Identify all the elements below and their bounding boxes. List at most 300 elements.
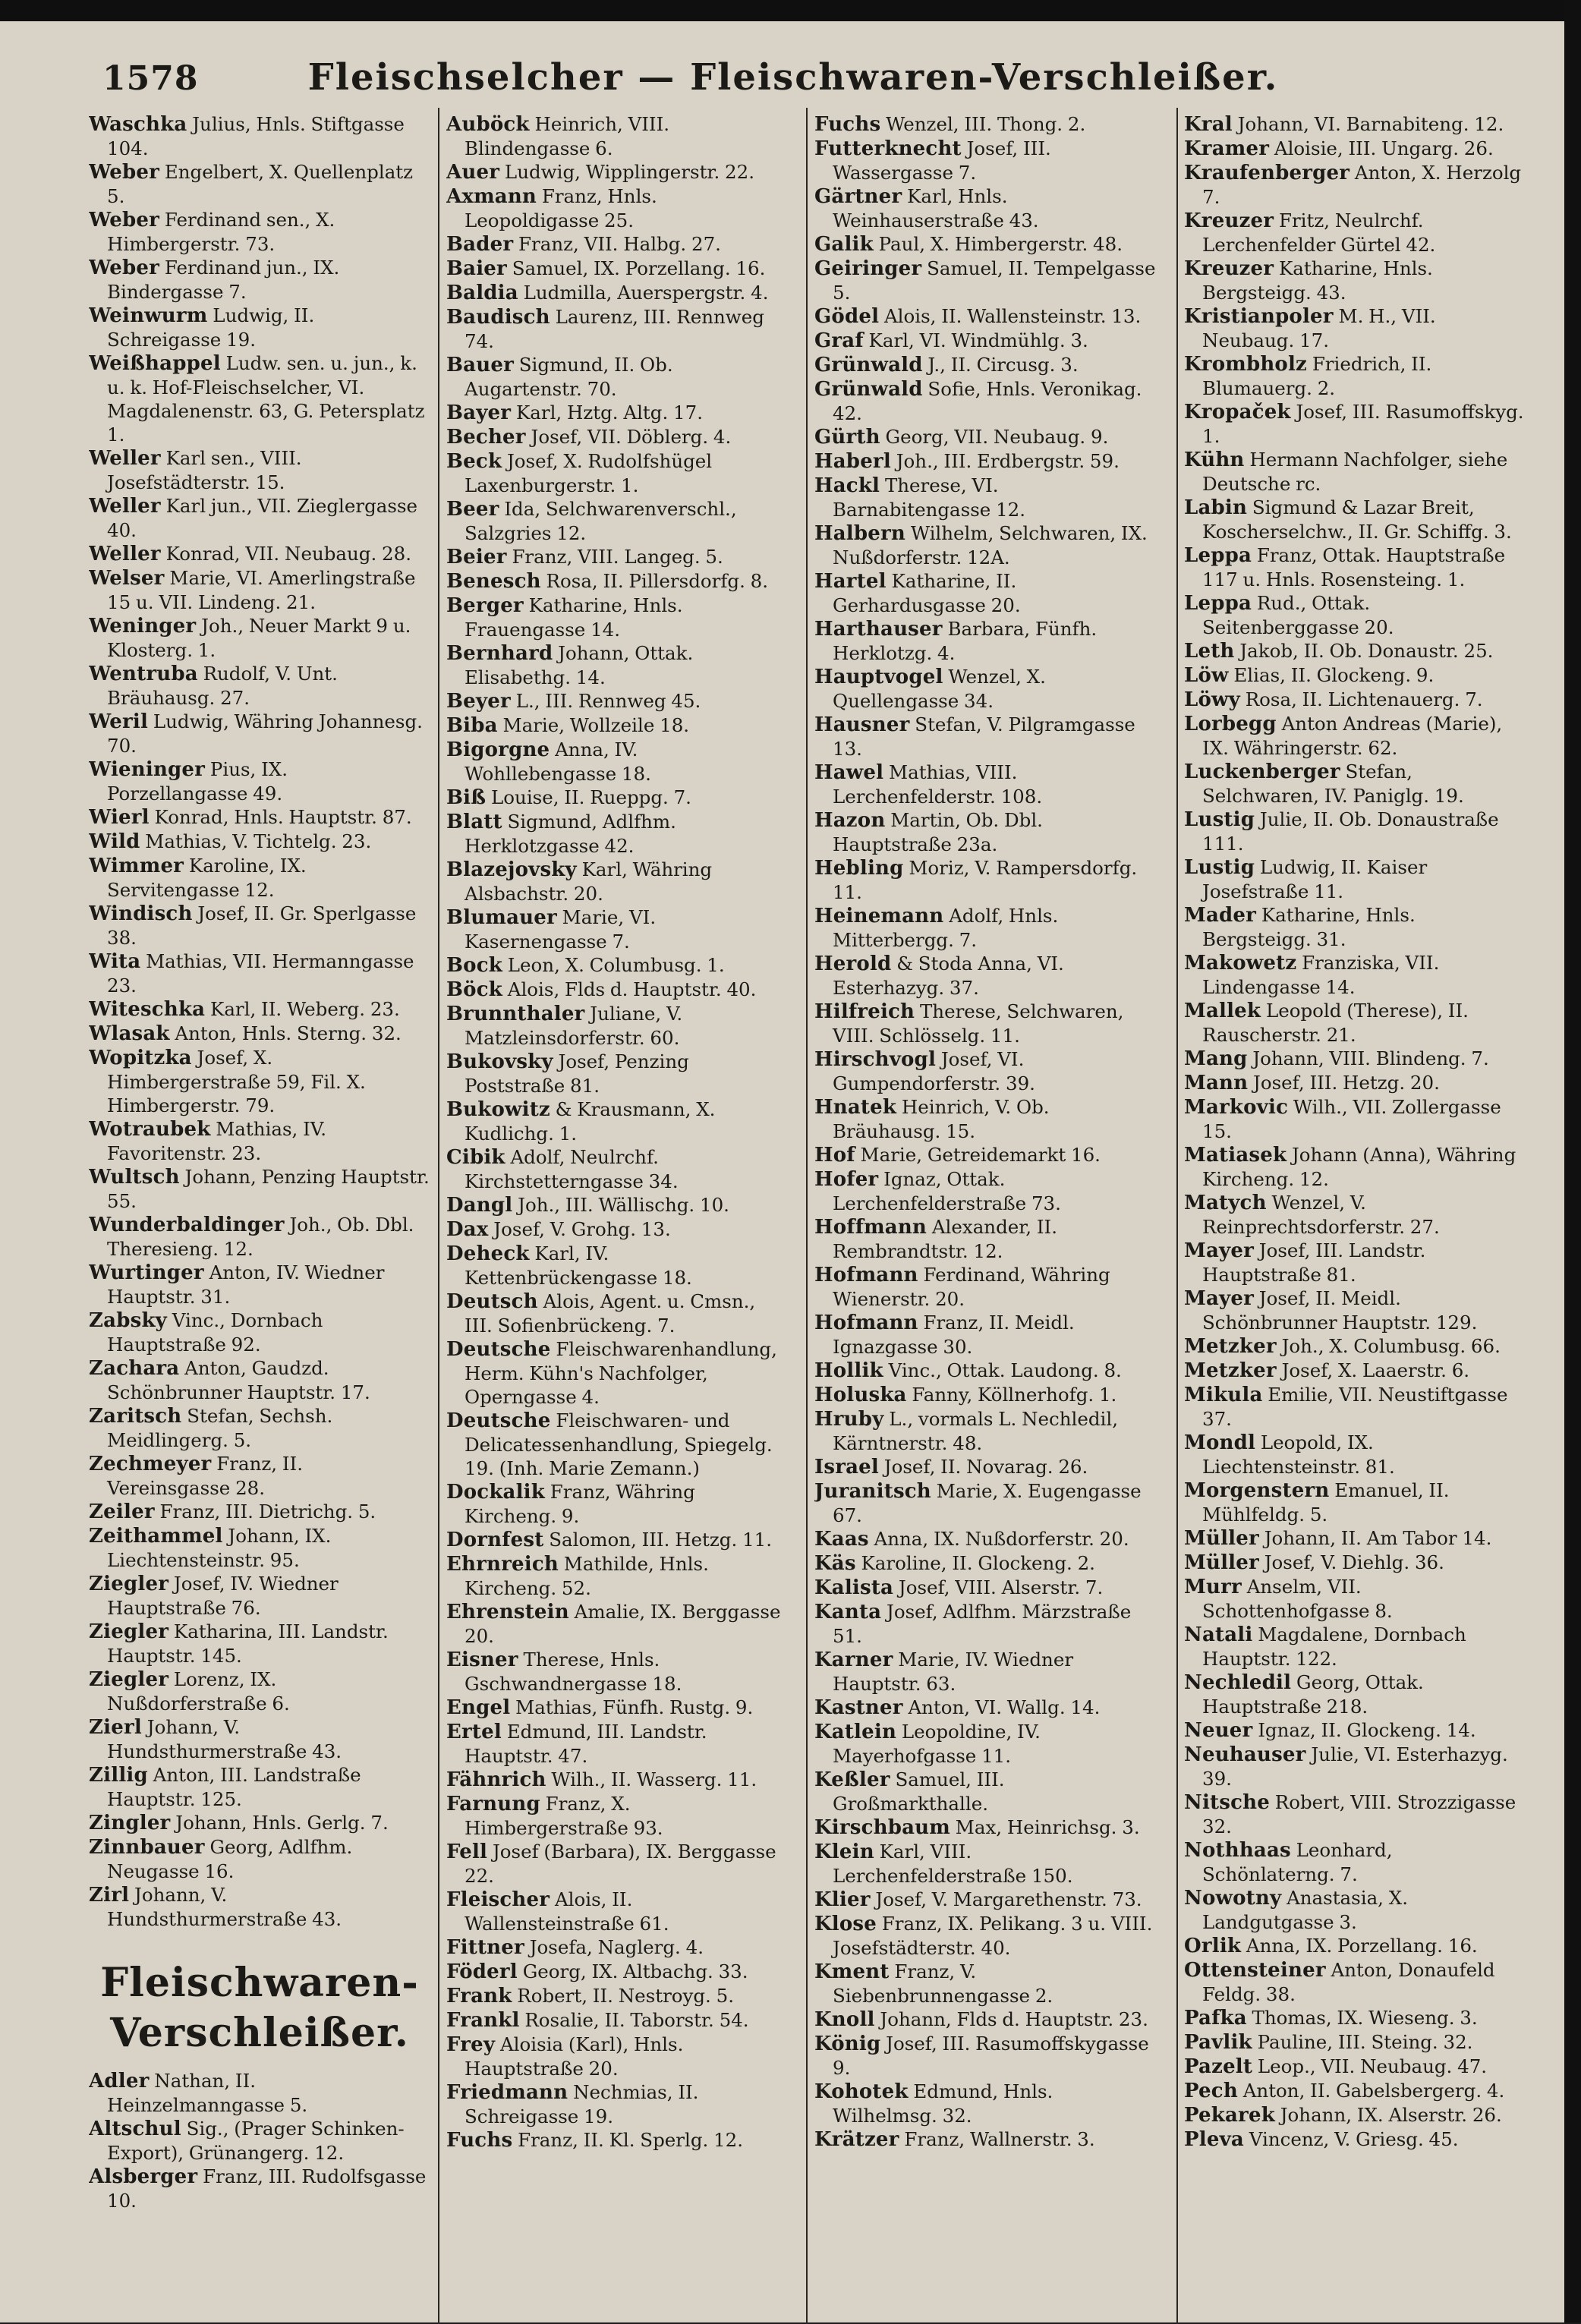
directory-entry (814, 904, 1156, 952)
directory-entry (814, 1527, 1156, 1551)
entry-name: Engel (446, 1696, 511, 1719)
directory-column-2 (446, 112, 788, 2313)
directory-entry (446, 1552, 788, 1600)
directory-entry (89, 1883, 430, 1931)
entry-name: Zingler (89, 1812, 171, 1834)
directory-entry (89, 542, 430, 566)
entry-name: Alsberger (89, 2165, 198, 2188)
entry-details: Katharina, III. Landstr. Hauptstr. 145. (107, 1620, 389, 1667)
entry-name: Bernhard (446, 642, 553, 665)
entry-name: Deutsche (446, 1338, 551, 1361)
entry-details: Anastasia, X. Landgutgasse 3. (1202, 1887, 1408, 1933)
entry-name: Weber (89, 257, 160, 279)
entry-details: Leonhard, Schönlaterng. 7. (1202, 1839, 1393, 1885)
entry-details: Emilie, VII. Neustiftgasse 37. (1202, 1384, 1508, 1430)
entry-name: Orlik (1184, 1935, 1242, 1957)
entry-name: Morgenstern (1184, 1479, 1330, 1502)
entry-name: Böck (446, 978, 502, 1001)
entry-name: Blazejovsky (446, 858, 577, 881)
entry-details: Josef, X. Himbergerstraße 59, Fil. X. Himbergerstr. 79. (107, 1047, 366, 1116)
directory-entry (814, 617, 1156, 665)
entry-name: Axmann (446, 185, 537, 208)
entry-details: Anton, Gaudzd. Schönbrunner Hauptstr. 17. (107, 1357, 370, 1403)
entry-details: Franz, VII. Halbg. 27. (518, 233, 721, 255)
entry-name: Fuchs (446, 2129, 513, 2152)
entry-details: Edmund, Hnls. Wilhelmsg. 32. (833, 2080, 1053, 2127)
directory-entry (814, 521, 1156, 569)
entry-name: Pavlik (1184, 2031, 1252, 2054)
entry-details: Karl, Hnls. Weinhauserstraße 43. (833, 185, 1039, 231)
entry-details: Nechmias, II. Schreigasse 19. (465, 2081, 699, 2127)
directory-entry (1184, 112, 1526, 137)
entry-name: Makowetz (1184, 952, 1297, 975)
directory-entry (1184, 1334, 1526, 1359)
entry-name: Ehrnreich (446, 1553, 559, 1576)
directory-entry (446, 1217, 788, 1242)
entry-details: Rudolf, V. Unt. Bräuhausg. 27. (107, 663, 338, 709)
page-header (102, 53, 1545, 108)
entry-name: Weril (89, 710, 149, 733)
entry-details: Lorenz, IX. Nußdorferstraße 6. (107, 1668, 290, 1715)
entry-name: Wimmer (89, 855, 184, 877)
entry-details: Anton, Hnls. Sterng. 32. (175, 1022, 402, 1044)
directory-entry (1184, 1071, 1526, 1095)
directory-entry (89, 112, 430, 160)
entry-name: Hebling (814, 857, 904, 880)
directory-entry (446, 1337, 788, 1409)
entry-details: Karl, IV. Kettenbrückengasse 18. (465, 1242, 692, 1289)
directory-entry (89, 1404, 430, 1452)
entry-name: Adler (89, 2070, 150, 2093)
directory-entry (446, 641, 788, 689)
entry-name: Löwy (1184, 688, 1240, 711)
entry-name: Krätzer (814, 2128, 899, 2151)
directory-entry (446, 1840, 788, 1888)
directory-entry (89, 1261, 430, 1308)
entry-name: Harthauser (814, 618, 943, 641)
directory-entry (446, 1242, 788, 1290)
entry-name: Neuhauser (1184, 1743, 1306, 1766)
entry-details: Josef, VIII. Alserstr. 7. (898, 1576, 1104, 1598)
directory-entry (446, 1050, 788, 1097)
directory-entry (446, 401, 788, 425)
entry-details: Alois, Flds d. Hauptstr. 40. (507, 978, 757, 1000)
entry-name: Lustig (1184, 808, 1255, 831)
entry-name: Galik (814, 233, 874, 256)
directory-entry (814, 1000, 1156, 1047)
entry-name: Hackl (814, 474, 880, 497)
entry-name: Kirschbaum (814, 1816, 950, 1839)
entry-name: Kropaček (1184, 401, 1291, 424)
directory-entry (814, 1840, 1156, 1888)
entry-name: Pafka (1184, 2007, 1247, 2030)
entry-name: Kalista (814, 1576, 894, 1599)
directory-entry (1184, 639, 1526, 663)
entry-details: Josef, Adlfhm. Märzstraße 51. (833, 1601, 1132, 1647)
directory-entry (814, 1407, 1156, 1455)
directory-entry (446, 1960, 788, 1984)
directory-entry (1184, 352, 1526, 400)
entry-name: Baudisch (446, 306, 550, 329)
directory-entry (446, 232, 788, 257)
entry-name: Keßler (814, 1768, 890, 1791)
entry-name: Baldia (446, 282, 518, 304)
entry-details: Josef, V. Grohg. 13. (493, 1218, 671, 1240)
entry-details: Laurenz, III. Rennweg 74. (465, 306, 764, 352)
directory-entry (1184, 257, 1526, 304)
entry-name: Mikula (1184, 1384, 1263, 1406)
directory-entry (814, 1215, 1156, 1263)
entry-name: Eisner (446, 1649, 518, 1671)
entry-name: Ottensteiner (1184, 1959, 1326, 1982)
entry-name: Auer (446, 161, 500, 184)
entry-name: Leth (1184, 640, 1235, 663)
entry-name: Wultsch (89, 1166, 180, 1189)
entry-details: & Stoda Anna, VI. Esterhazyg. 37. (833, 953, 1064, 999)
directory-entry (814, 1576, 1156, 1600)
entry-details: Hermann Nachfolger, siehe Deutsche rc. (1202, 449, 1508, 495)
directory-entry (814, 1143, 1156, 1167)
directory-entry (89, 566, 430, 614)
directory-entry (446, 1528, 788, 1552)
entry-details: Magdalene, Dornbach Hauptstr. 122. (1202, 1623, 1466, 1670)
directory-entry (446, 160, 788, 184)
entry-details: Rud., Ottak. Seitenberggasse 20. (1202, 592, 1394, 638)
entry-name: Mader (1184, 904, 1257, 927)
directory-entry (814, 1311, 1156, 1359)
entry-name: Murr (1184, 1576, 1242, 1598)
entry-details: Robert, VIII. Strozzigasse 32. (1202, 1791, 1516, 1837)
entry-name: Beck (446, 450, 502, 473)
entry-details: Therese, Hnls. Gschwandnergasse 18. (465, 1649, 682, 1695)
entry-details: Adolf, Hnls. Mitterbergg. 7. (833, 905, 1059, 951)
entry-details: Louise, II. Rueppg. 7. (491, 786, 691, 808)
entry-name: Fittner (446, 1936, 524, 1959)
directory-entry (446, 425, 788, 449)
entry-details: M. H., VII. Neubaug. 17. (1202, 305, 1436, 351)
entry-name: Gärtner (814, 185, 902, 208)
directory-entry (1184, 543, 1526, 591)
entry-name: Wurtinger (89, 1261, 204, 1284)
directory-entry (814, 1167, 1156, 1215)
entry-details: Therese, Selchwaren, VIII. Schlösselg. 11. (833, 1000, 1124, 1047)
directory-entry (814, 665, 1156, 713)
entry-name: Wotraubek (89, 1118, 211, 1141)
entry-details: Ludwig, Wipplingerstr. 22. (504, 161, 754, 183)
directory-entry (89, 949, 430, 997)
entry-name: Hruby (814, 1408, 884, 1431)
entry-details: Julie, II. Ob. Donaustraße 111. (1202, 808, 1499, 855)
directory-entry (1184, 1743, 1526, 1790)
entry-details: Alois, II. Wallensteinstraße 61. (465, 1888, 669, 1935)
entry-name: Kraufenberger (1184, 162, 1350, 184)
directory-entry (446, 810, 788, 858)
directory-entry (1184, 1143, 1526, 1191)
entry-name: Neuer (1184, 1719, 1253, 1742)
entry-details: Marie, VI. Amerlingstraße 15 u. VII. Lindeng. 21. (107, 567, 416, 613)
directory-entry (814, 1359, 1156, 1383)
directory-entry (1184, 2079, 1526, 2103)
directory-entry (446, 1984, 788, 2008)
entry-name: Mayer (1184, 1239, 1254, 1262)
entry-name: Mondl (1184, 1431, 1256, 1454)
entry-details: Katharine, Hnls. Frauengasse 14. (465, 594, 683, 641)
directory-entry (446, 184, 788, 232)
directory-entry (1184, 1239, 1526, 1286)
entry-name: Gürth (814, 426, 880, 449)
entry-details: Karl, Hztg. Altg. 17. (515, 402, 703, 424)
entry-details: Fritz, Neulrchf. Lerchenfelder Gürtel 42. (1202, 209, 1436, 256)
entry-details: Samuel, IX. Porzellang. 16. (512, 257, 766, 279)
entry-details: Josef (Barbara), IX. Berggasse 22. (465, 1841, 776, 1887)
entry-name: Weinwurm (89, 304, 208, 327)
entry-name: Dockalik (446, 1481, 545, 1504)
entry-details: Julius, Hnls. Stiftgasse 104. (107, 113, 405, 159)
entry-details: L., vormals L. Nechledil, Kärntnerstr. 48. (833, 1408, 1118, 1454)
entry-details: Fleischwaren- und Delicatessenhandlung, Spiegelg. 19. (Inh. Marie Zemann.) (465, 1409, 773, 1479)
entry-name: Weber (89, 161, 160, 184)
entry-details: Ludw. sen. u. jun., k. u. k. Hof-Fleischselcher, VI. Magdalenenstr. 63, G. Petersplatz 1. (107, 352, 425, 446)
directory-entry (446, 689, 788, 713)
entry-name: Weller (89, 543, 161, 565)
entry-name: Holuska (814, 1384, 907, 1406)
entry-name: Matych (1184, 1192, 1267, 1214)
entry-name: Halbern (814, 522, 906, 545)
directory-entry (1184, 1718, 1526, 1743)
directory-entry (89, 757, 430, 805)
entry-name: Ziegler (89, 1573, 169, 1595)
entry-name: Pekarek (1184, 2104, 1275, 2127)
entry-details: Anna, IX. Nußdorferstr. 20. (874, 1528, 1129, 1550)
entry-details: Anton, X. Herzolg 7. (1202, 162, 1522, 208)
entry-details: Ludwig, II. Kaiser Josefstraße 11. (1202, 856, 1428, 902)
entry-details: Leopold (Therese), II. Rauscherstr. 21. (1202, 1000, 1469, 1046)
directory-entry (1184, 903, 1526, 951)
entry-name: Hnatek (814, 1096, 897, 1119)
entry-name: Fell (446, 1841, 488, 1863)
entry-name: Zinnbauer (89, 1836, 205, 1859)
entry-name: Blatt (446, 811, 502, 833)
directory-entry (814, 1479, 1156, 1527)
entry-details: Johann, Flds d. Hauptstr. 23. (880, 2008, 1148, 2030)
entry-name: Pazelt (1184, 2055, 1253, 2078)
entry-details: Josef, VII. Döblerg. 4. (531, 426, 732, 448)
directory-entry (814, 1696, 1156, 1720)
entry-name: Kreuzer (1184, 257, 1274, 280)
entry-details: Anton, IV. Wiedner Hauptstr. 31. (107, 1261, 385, 1308)
directory-entry (446, 2128, 788, 2152)
directory-entry (446, 281, 788, 305)
directory-entry (1184, 2006, 1526, 2030)
entry-name: Nitsche (1184, 1791, 1270, 1814)
directory-entry (446, 497, 788, 545)
directory-entry (89, 1500, 430, 1524)
entry-details: Anna, IV. Wohllebengasse 18. (465, 738, 651, 785)
entry-details: Josef, III. Rasumoffskygasse 9. (833, 2033, 1149, 2079)
entry-name: Wentruba (89, 663, 198, 685)
entry-details: Joh., X. Columbusg. 66. (1281, 1335, 1501, 1357)
entry-name: Müller (1184, 1527, 1259, 1550)
directory-entry (1184, 1623, 1526, 1671)
entry-details: Engelbert, X. Quellenplatz 5. (107, 161, 414, 207)
entry-details: Leop., VII. Neubaug. 47. (1257, 2055, 1488, 2077)
directory-entry (814, 2127, 1156, 2152)
directory-entry (89, 256, 430, 304)
directory-entry (1184, 855, 1526, 903)
directory-entry (89, 1117, 430, 1165)
entry-name: Mang (1184, 1047, 1248, 1070)
directory-entry (814, 304, 1156, 329)
entry-name: Leppa (1184, 544, 1252, 567)
entry-name: Kral (1184, 113, 1233, 136)
entry-details: Pauline, III. Steing. 32. (1257, 2031, 1473, 2053)
entry-details: Katharine, Hnls. Bergsteigg. 31. (1202, 904, 1416, 950)
entry-name: Bayer (446, 402, 512, 424)
directory-entry (89, 805, 430, 830)
entry-details: Sigmund, Adlfhm. Herklotzgasse 42. (465, 811, 676, 857)
directory-entry (814, 377, 1156, 425)
entry-details: Karoline, IX. Servitengasse 12. (107, 855, 307, 901)
directory-entry (446, 1935, 788, 1960)
scan-border-top (0, 0, 1581, 21)
entry-name: Bock (446, 954, 502, 977)
entry-name: Leppa (1184, 592, 1252, 615)
directory-entry (89, 1046, 430, 1117)
section-heading: Fleischwaren-Verschleißer. (100, 1960, 419, 2056)
entry-details: Fanny, Köllnerhofg. 1. (912, 1384, 1117, 1406)
entry-name: Nechledil (1184, 1671, 1292, 1694)
directory-entry (814, 1768, 1156, 1815)
entry-name: Welser (89, 567, 165, 590)
entry-details: Karoline, II. Glockeng. 2. (861, 1552, 1095, 1574)
entry-details: Anton Andreas (Marie), IX. Währingerstr. 62. (1202, 713, 1503, 759)
entry-details: Samuel, II. Tempelgasse 5. (833, 257, 1156, 304)
entry-name: Frey (446, 2033, 496, 2056)
directory-entry (89, 662, 430, 710)
entry-details: Stefan, Sechsh. Meidlingerg. 5. (107, 1405, 333, 1451)
entry-details: Karl, II. Weberg. 23. (210, 998, 400, 1020)
entry-name: Hofmann (814, 1264, 918, 1286)
directory-entry (814, 2008, 1156, 2032)
entry-details: Vinc., Dornbach Hauptstraße 92. (107, 1309, 323, 1356)
entry-name: Klose (814, 1913, 877, 1935)
directory-entry (446, 858, 788, 905)
entry-name: Waschka (89, 113, 187, 136)
entry-details: Josef, X. Laaerstr. 6. (1281, 1359, 1470, 1381)
directory-entry (1184, 496, 1526, 543)
directory-entry (1184, 760, 1526, 808)
entry-details: Josef, V. Diehlg. 36. (1264, 1551, 1444, 1573)
entry-details: Franz, IX. Pelikang. 3 u. VIII. Josefstädterstr. 40. (833, 1913, 1153, 1959)
entry-name: Dangl (446, 1194, 513, 1217)
directory-entry (89, 1356, 430, 1404)
column-rule (806, 108, 808, 2324)
entry-details: Wenzel, V. Reinprechtsdorferstr. 27. (1202, 1192, 1440, 1238)
directory-entry (89, 494, 430, 542)
directory-entry (446, 1768, 788, 1792)
entry-name: Friedmann (446, 2081, 568, 2104)
entry-name: Deutsche (446, 1409, 551, 1432)
directory-entry (1184, 161, 1526, 209)
directory-column-4 (1184, 112, 1526, 2313)
directory-entry (1184, 1551, 1526, 1575)
directory-entry (446, 112, 788, 160)
directory-entry (89, 1452, 430, 1500)
directory-entry (446, 1696, 788, 1720)
entry-details: Rosa, II. Lichtenauerg. 7. (1245, 688, 1483, 710)
entry-details: Juliane, V. Matzleinsdorferstr. 60. (465, 1003, 683, 1049)
entry-name: Beier (446, 546, 507, 568)
entry-details: Anton, Donaufeld Feldg. 38. (1202, 1959, 1495, 2005)
entry-name: Deheck (446, 1242, 530, 1265)
directory-entry (814, 2032, 1156, 2080)
directory-entry (446, 1002, 788, 1050)
entry-details: Ida, Selchwarenverschl., Salzgries 12. (465, 498, 737, 544)
entry-details: Therese, VI. Barnabitengasse 12. (833, 474, 1026, 521)
entry-details: Sigmund & Lazar Breit, Koscherselchw., II. Gr. Schiffg. 3. (1202, 496, 1512, 543)
entry-details: Edmund, III. Landstr. Hauptstr. 47. (465, 1721, 707, 1767)
entry-name: Windisch (89, 902, 193, 925)
directory-entry (89, 1308, 430, 1356)
entry-details: Johann, II. Am Tabor 14. (1264, 1527, 1492, 1549)
entry-details: Josef, II. Meidl. Schönbrunner Hauptstr. 129. (1202, 1287, 1478, 1334)
directory-entry (1184, 999, 1526, 1047)
entry-details: Wilh., II. Wasserg. 11. (551, 1768, 757, 1790)
entry-name: Weber (89, 209, 160, 231)
entry-details: Mathilde, Hnls. Kircheng. 52. (465, 1553, 709, 1599)
entry-details: Alois, II. Wallensteinstr. 13. (883, 305, 1142, 327)
entry-details: Julie, VI. Esterhazyg. 39. (1202, 1743, 1508, 1790)
directory-entry (1184, 1359, 1526, 1383)
directory-entry (814, 760, 1156, 808)
directory-entry (1184, 712, 1526, 760)
directory-entry (446, 713, 788, 738)
directory-entry (814, 1888, 1156, 1912)
directory-entry (814, 856, 1156, 904)
entry-name: Krombholz (1184, 353, 1308, 376)
entry-details: Josef, III. Rasumoffskyg. 1. (1202, 401, 1524, 447)
entry-details: Mathias, IV. Favoritenstr. 23. (107, 1118, 327, 1164)
entry-details: Franz, II. Meidl. Ignazgasse 30. (833, 1312, 1075, 1358)
entry-details: Rosalie, II. Taborstr. 54. (524, 2009, 749, 2031)
entry-details: Franz, Währing Kircheng. 9. (465, 1481, 695, 1527)
entry-name: Kastner (814, 1696, 903, 1719)
directory-entry (814, 808, 1156, 856)
directory-entry (814, 1600, 1156, 1648)
entry-details: Josef, II. Novarag. 26. (883, 1456, 1088, 1478)
entry-details: Wenzel, X. Quellengasse 34. (833, 666, 1046, 712)
entry-name: Weninger (89, 615, 197, 638)
directory-entry (814, 425, 1156, 449)
entry-details: Ferdinand jun., IX. Bindergasse 7. (107, 257, 340, 303)
entry-name: Kühn (1184, 449, 1245, 471)
entry-details: Jakob, II. Ob. Donaustr. 25. (1239, 640, 1494, 662)
directory-entry (89, 1022, 430, 1046)
entry-name: Grünwald (814, 354, 923, 376)
directory-entry (89, 1835, 430, 1883)
entry-details: Ludwig, Währing Johannesg. 70. (107, 710, 423, 757)
entry-details: Adolf, Neulrchf. Kirchstetterngasse 34. (465, 1146, 679, 1192)
directory-entry (446, 305, 788, 353)
entry-details: Fleischwarenhandlung, Herm. Kühn's Nachfolger, Operngasse 4. (465, 1338, 777, 1408)
entry-details: Johann, Ottak. Elisabethg. 14. (465, 642, 694, 688)
directory-entry (1184, 1575, 1526, 1623)
directory-entry (1184, 209, 1526, 257)
entry-name: Hazon (814, 809, 886, 832)
entry-name: Metzker (1184, 1335, 1277, 1358)
entry-details: Johann (Anna), Währing Kircheng. 12. (1202, 1144, 1516, 1190)
entry-name: Heinemann (814, 905, 944, 927)
